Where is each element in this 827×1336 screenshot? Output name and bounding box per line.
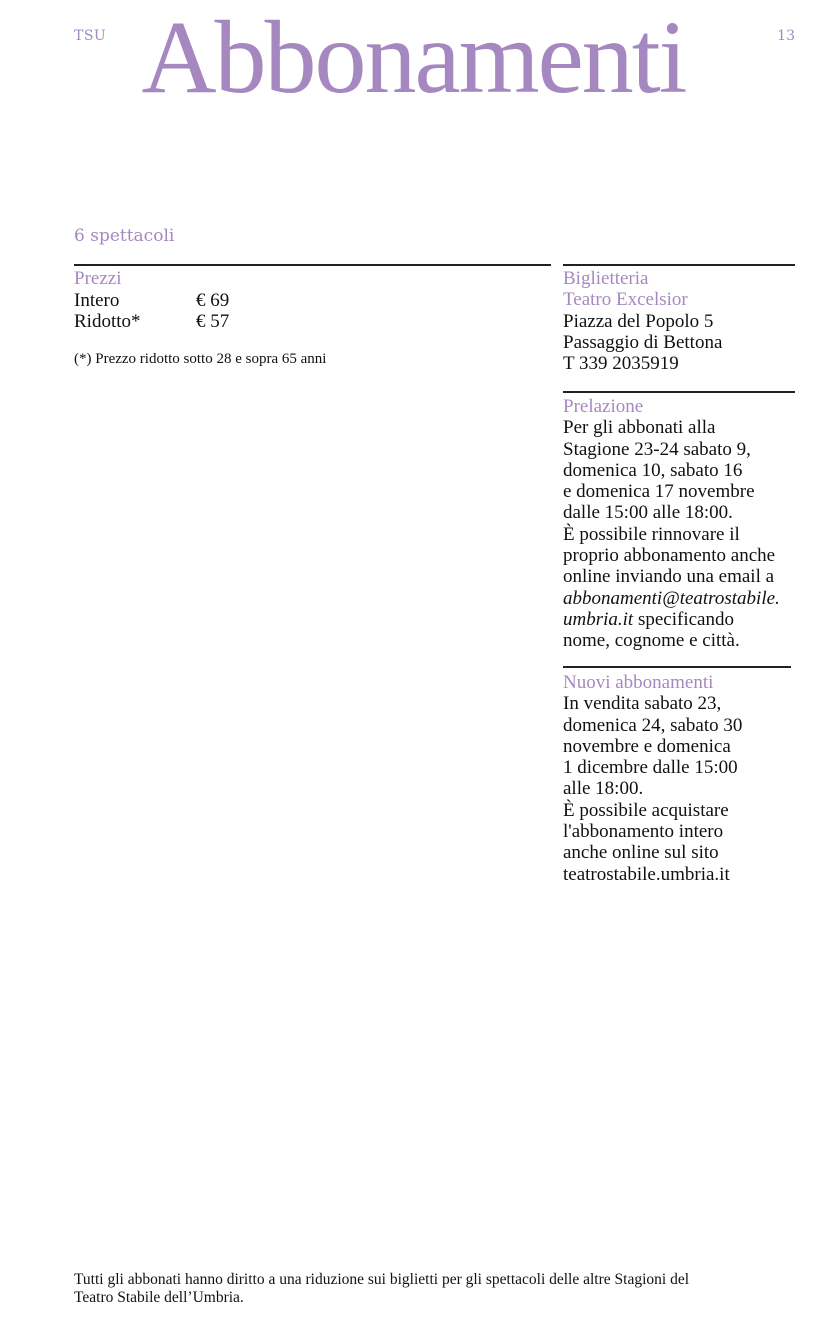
nuovi-text-line: In vendita sabato 23, bbox=[563, 693, 722, 715]
org-label: TSU bbox=[74, 28, 107, 44]
shows-count: 6 spettacoli bbox=[74, 226, 175, 246]
prelazione-text-after-email: specificando bbox=[633, 608, 734, 630]
nuovi-text-line: È possibile acquistare bbox=[563, 799, 729, 821]
nuovi-text-line: 1 dicembre dalle 15:00 bbox=[563, 757, 738, 779]
bottom-note bbox=[74, 1271, 774, 1307]
box-office-venue: Teatro Excelsior bbox=[563, 289, 688, 311]
prelazione-text-line: proprio abbonamento anche bbox=[563, 545, 776, 567]
box-office-section bbox=[563, 268, 798, 374]
nuovi-text-line: alle 18:00. bbox=[563, 778, 644, 800]
divider-box-office bbox=[563, 264, 795, 266]
bottom-note-line: Tutti gli abbonati hanno diritto a una riduzione sui biglietti per gli spettacoli delle altre Stagioni del bbox=[74, 1271, 690, 1288]
nuovi-text-line: domenica 24, sabato 30 bbox=[563, 714, 743, 736]
price-label: Ridotto* bbox=[74, 311, 141, 332]
prelazione-email-domain[interactable]: umbria.it bbox=[563, 608, 634, 630]
prelazione-heading: Prelazione bbox=[563, 396, 644, 417]
prelazione-text-line: dalle 15:00 alle 18:00. bbox=[563, 502, 733, 524]
price-label: Intero bbox=[74, 289, 120, 311]
box-office-address-town: Passaggio di Bettona bbox=[563, 331, 723, 353]
nuovi-text-line: novembre e domenica bbox=[563, 735, 731, 757]
bottom-note-line: Teatro Stabile dell’Umbria. bbox=[74, 1289, 244, 1306]
box-office-phone: T 339 2035919 bbox=[563, 353, 679, 375]
prices-footnote: (*) Prezzo ridotto sotto 28 e sopra 65 anni bbox=[74, 350, 327, 367]
page-title: Abbonamenti bbox=[141, 0, 686, 115]
nuovi-heading: Nuovi abbonamenti bbox=[563, 672, 714, 693]
nuovi-website[interactable]: teatrostabile.umbria.it bbox=[563, 863, 730, 885]
prelazione-text-line: nome, cognome e città. bbox=[563, 630, 740, 652]
box-office-heading: Biglietteria bbox=[563, 268, 649, 289]
prices-heading: Prezzi bbox=[74, 268, 122, 289]
divider-prelazione bbox=[563, 391, 795, 393]
nuovi-text-line: anche online sul sito bbox=[563, 842, 719, 864]
prelazione-text-line: e domenica 17 novembre bbox=[563, 481, 755, 503]
nuovi-text-line: l'abbonamento intero bbox=[563, 821, 724, 843]
prelazione-text-line: Per gli abbonati alla bbox=[563, 417, 716, 439]
prelazione-text-line: domenica 10, sabato 16 bbox=[563, 459, 743, 481]
prelazione-section bbox=[563, 396, 798, 652]
prelazione-text-line: È possibile rinnovare il bbox=[563, 523, 740, 545]
prelazione-email-line bbox=[563, 609, 798, 630]
divider-nuovi bbox=[563, 666, 791, 668]
price-value: € 57 bbox=[196, 311, 230, 332]
divider-prices bbox=[74, 264, 551, 266]
box-office-address: Piazza del Popolo 5 bbox=[563, 310, 714, 332]
price-row-intero bbox=[74, 290, 550, 312]
price-row-ridotto bbox=[74, 311, 550, 333]
page-number: 13 bbox=[777, 28, 795, 44]
price-value: € 69 bbox=[196, 289, 230, 311]
prices-section bbox=[74, 268, 550, 369]
prelazione-email-link[interactable]: abbonamenti@teatrostabile. bbox=[563, 587, 780, 609]
prelazione-text-line: online inviando una email a bbox=[563, 566, 775, 588]
prelazione-text-line: Stagione 23-24 sabato 9, bbox=[563, 438, 751, 460]
nuovi-section bbox=[563, 672, 798, 885]
